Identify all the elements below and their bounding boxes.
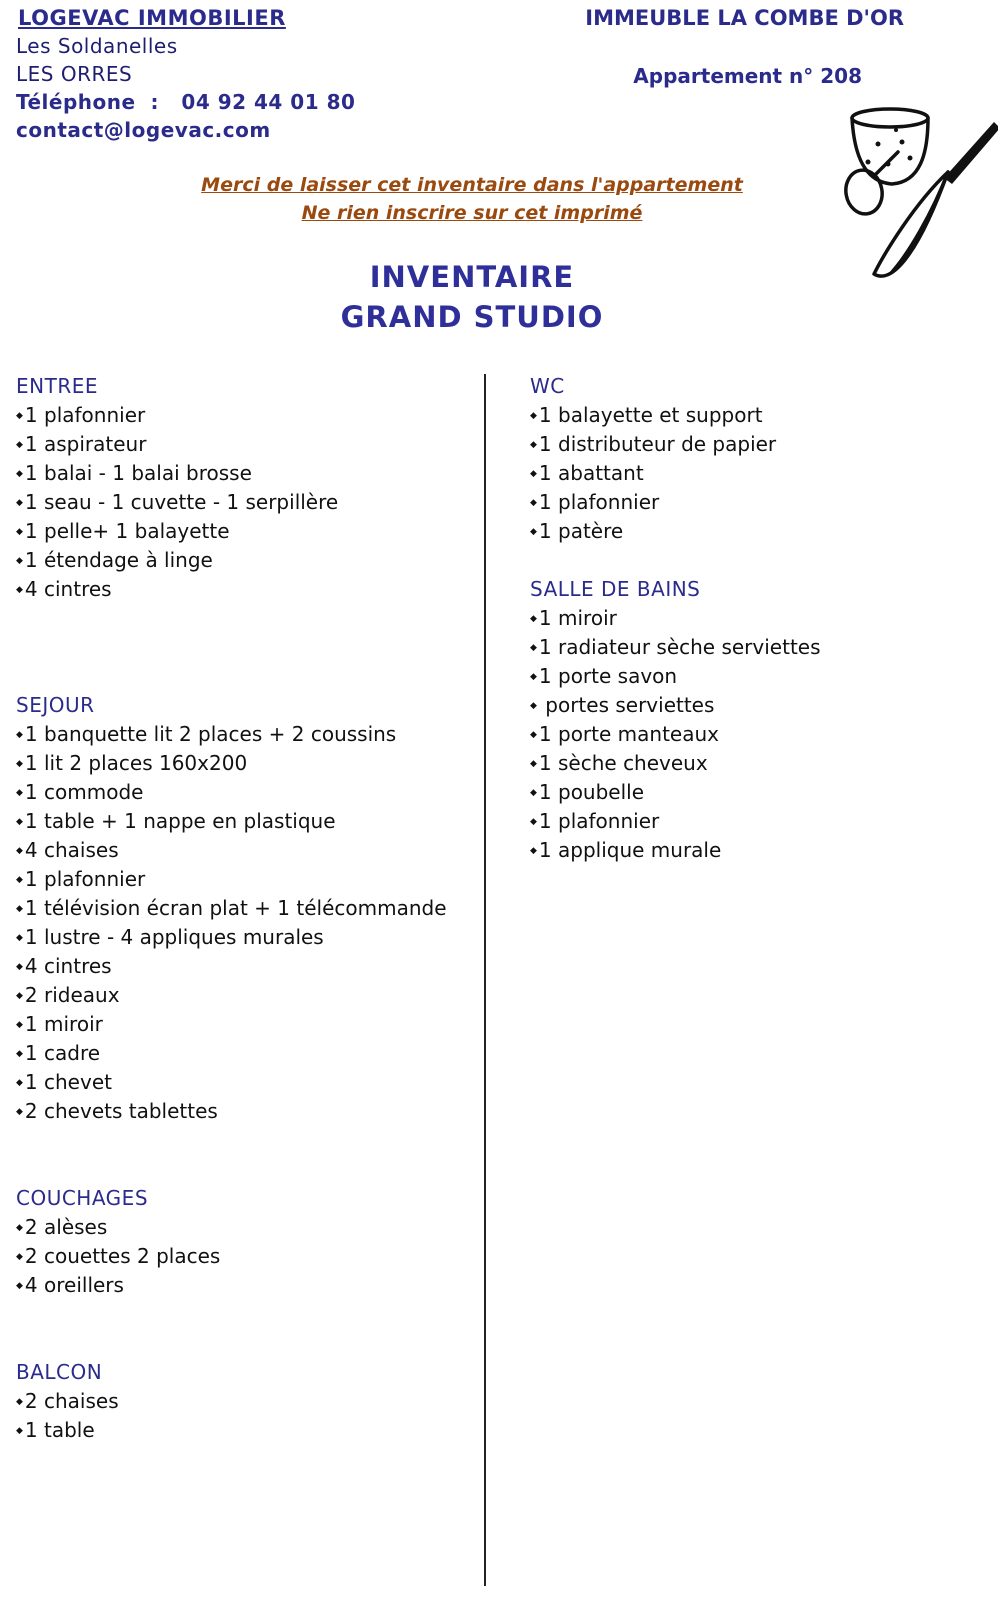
list-item: ◆ 1 étendage à linge: [16, 546, 447, 575]
item-list: [530, 401, 821, 546]
section-salle-de-bains: [530, 575, 821, 865]
list-item: ◆ 1 plafonnier: [530, 488, 821, 517]
list-item: ◆ 1 plafonnier: [16, 865, 447, 894]
list-item: ◆ 1 plafonnier: [16, 401, 447, 430]
list-item: ◆ 1 balayette et support: [530, 401, 821, 430]
list-item: ◆ 1 balai - 1 balai brosse: [16, 459, 447, 488]
list-item: ◆ 1 sèche cheveux: [530, 749, 821, 778]
list-item: ◆ 1 seau - 1 cuvette - 1 serpillère: [16, 488, 447, 517]
phone-number: 04 92 44 01 80: [181, 90, 356, 114]
list-item: ◆ 1 applique murale: [530, 836, 821, 865]
section-heading: COUCHAGES: [16, 1186, 149, 1210]
list-item: ◆ 2 couettes 2 places: [16, 1242, 447, 1271]
list-item: ◆ 1 miroir: [530, 604, 821, 633]
section-balcon: [16, 1358, 447, 1445]
list-item: ◆ 1 miroir: [16, 1010, 447, 1039]
list-item: ◆ 1 plafonnier: [530, 807, 821, 836]
notice-line-1: Merci de laisser cet inventaire dans l'appartement: [201, 174, 743, 196]
list-item: ◆ 2 chaises: [16, 1387, 447, 1416]
list-item: ◆ 2 rideaux: [16, 981, 447, 1010]
right-column: [530, 372, 821, 865]
title-inventaire: INVENTAIRE: [369, 260, 575, 294]
list-item: ◆ 4 cintres: [16, 952, 447, 981]
left-column: [16, 372, 447, 1445]
list-item: ◆ 1 lit 2 places 160x200: [16, 749, 447, 778]
list-item: ◆ 1 distributeur de papier: [530, 430, 821, 459]
list-item: ◆ 1 télévision écran plat + 1 télécommande: [16, 894, 447, 923]
list-item: ◆ 1 abattant: [530, 459, 821, 488]
list-item: ◆ 1 poubelle: [530, 778, 821, 807]
list-item: ◆ 4 chaises: [16, 836, 447, 865]
section-heading: BALCON: [16, 1360, 103, 1384]
list-item: ◆ 1 radiateur sèche serviettes: [530, 633, 821, 662]
list-item: ◆ 1 pelle+ 1 balayette: [16, 517, 447, 546]
list-item: ◆ 1 porte manteaux: [530, 720, 821, 749]
list-item: ◆ 4 oreillers: [16, 1271, 447, 1300]
list-item: ◆ 4 cintres: [16, 575, 447, 604]
item-list: [16, 401, 447, 604]
list-item: ◆ 2 alèses: [16, 1213, 447, 1242]
address-line-1: Les Soldanelles: [16, 34, 178, 58]
section-heading: SALLE DE BAINS: [530, 577, 701, 601]
phone-separator: :: [150, 90, 160, 114]
list-item: ◆ 1 lustre - 4 appliques murales: [16, 923, 447, 952]
apartment-number: Appartement n° 208: [633, 64, 862, 88]
list-item: ◆ 1 chevet: [16, 1068, 447, 1097]
list-item: ◆ 1 banquette lit 2 places + 2 coussins: [16, 720, 447, 749]
list-item: ◆ 1 table: [16, 1416, 447, 1445]
item-list: [16, 1387, 447, 1445]
notice-line-2: Ne rien inscrire sur cet imprimé: [301, 202, 643, 224]
column-divider: [484, 374, 486, 1586]
list-item: ◆ 1 aspirateur: [16, 430, 447, 459]
list-item: ◆ 2 chevets tablettes: [16, 1097, 447, 1126]
section-sejour: [16, 691, 447, 1126]
title-grand-studio: GRAND STUDIO: [340, 300, 604, 334]
item-list: [16, 1213, 447, 1300]
email-address: contact@logevac.com: [16, 118, 271, 142]
list-item: ◆ 1 table + 1 nappe en plastique: [16, 807, 447, 836]
phone-label: Téléphone: [16, 90, 136, 114]
building-name: IMMEUBLE LA COMBE D'OR: [585, 6, 904, 30]
list-item: ◆ 1 commode: [16, 778, 447, 807]
list-item: ◆ portes serviettes: [530, 691, 821, 720]
section-wc: [530, 372, 821, 546]
item-list: [16, 720, 447, 1126]
section-heading: SEJOUR: [16, 693, 95, 717]
section-couchages: [16, 1184, 447, 1300]
section-entree: [16, 372, 447, 604]
phone-line: [16, 90, 355, 114]
section-heading: ENTREE: [16, 374, 98, 398]
section-heading: WC: [530, 374, 565, 398]
list-item: ◆ 1 cadre: [16, 1039, 447, 1068]
item-list: [530, 604, 821, 865]
address-line-2: LES ORRES: [16, 62, 133, 86]
agency-name: LOGEVAC IMMOBILIER: [18, 6, 286, 30]
list-item: ◆ 1 porte savon: [530, 662, 821, 691]
list-item: ◆ 1 patère: [530, 517, 821, 546]
